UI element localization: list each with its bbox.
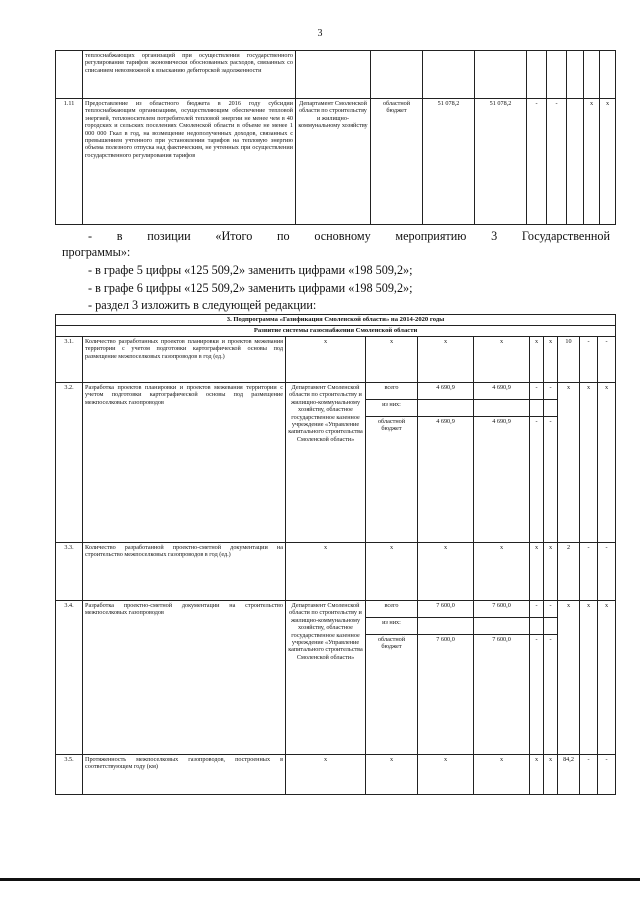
table-title-row: [56, 315, 616, 326]
x-cell: x: [418, 337, 474, 383]
row-number: 3.2.: [56, 383, 83, 543]
x-cell: x: [600, 99, 616, 225]
text-line: - в графе 6 цифры «125 509,2» заменить цифрами «198 509,2»;: [88, 281, 413, 295]
table-row: [56, 543, 616, 601]
x-cell: x: [530, 337, 544, 383]
x-cell: x: [530, 755, 544, 795]
row-number: 3.5.: [56, 755, 83, 795]
dash-cell: -: [598, 543, 616, 601]
row-number: 3.1.: [56, 337, 83, 383]
value-year: 4 690,9: [474, 383, 530, 400]
row-text: Количество разработанных проектов планировки и проектов межевания территории с учетом подготовки картографической основы под размещение межпоселковых газопроводов в год (ед.): [83, 337, 286, 383]
dash-cell: -: [530, 417, 544, 543]
dash-cell: -: [530, 635, 544, 755]
row-text: Разработка проектов планировки и проектов межевания территории с учетом подготовки картографической основы под размещение межпоселковых газопроводов: [83, 383, 286, 543]
x-cell: x: [474, 755, 530, 795]
table-subtitle-row: [56, 326, 616, 337]
value-total: 4 690,9: [418, 417, 474, 543]
table-row: [56, 601, 616, 618]
text-line: программы»:: [62, 245, 131, 259]
value-year: 51 078,2: [475, 99, 527, 225]
dash-cell: -: [530, 383, 544, 400]
value-total: 4 690,9: [418, 383, 474, 400]
value-year: 7 600,0: [474, 601, 530, 618]
x-cell: x: [580, 383, 598, 543]
x-cell: x: [286, 543, 366, 601]
x-cell: x: [530, 543, 544, 601]
x-cell: x: [544, 543, 558, 601]
dash-cell: -: [580, 337, 598, 383]
text-line: - раздел 3 изложить в следующей редакции:: [88, 298, 317, 312]
dash-cell: -: [580, 755, 598, 795]
text-line: - в позиции «Итого по основному мероприятию 3 Государственной: [88, 229, 610, 243]
executor: Департамент Смоленской области по строительству и жилищно-коммунальному хозяйству, областное государственное казенное учреждение «Управление капитального строительства Смоленской области»: [286, 383, 366, 543]
value-year: 7 600,0: [474, 635, 530, 755]
funding-source: из них:: [366, 400, 418, 417]
x-cell: x: [558, 601, 580, 755]
value-total: 7 600,0: [418, 635, 474, 755]
dash-cell: -: [547, 99, 567, 225]
x-cell: x: [598, 601, 616, 755]
x-cell: x: [580, 601, 598, 755]
dash-cell: -: [580, 543, 598, 601]
dash-cell: -: [544, 601, 558, 618]
row-text: Протяженность межпоселковых газопроводов, построенных в соответствующем году (км): [83, 755, 286, 795]
value-total: 7 600,0: [418, 601, 474, 618]
row-number: 1.11: [56, 99, 83, 225]
dash-cell: -: [527, 99, 547, 225]
x-cell: x: [598, 383, 616, 543]
table-row: [56, 383, 616, 400]
funding-source: областной бюджет: [366, 417, 418, 543]
x-cell: x: [286, 337, 366, 383]
row-text: теплоснабжающих организаций при осуществлении государственного регулирования тарифов экономически обоснованных расходов, связанных со списанием невозможной к взысканию дебиторской задолженности: [83, 51, 296, 99]
bottom-rule: [0, 878, 640, 881]
target-value: 10: [558, 337, 580, 383]
dash-cell: -: [598, 337, 616, 383]
funding-source: областной бюджет: [366, 635, 418, 755]
row-text: Предоставление из областного бюджета в 2016 году субсидии теплоснабжающим организациям, осуществляющим обеспечение тепловой энергией, теплоносителем потребителей тепловой энергии не менее чем в 40 городских и сельских поселениях Смоленской области в объеме не менее 1 000 000 Гкал в год, на возмещение недополученных доходов, связанных с превышением учтенного при установлении тарифов на тепловую энергию объема полезного отпуска над фактическим, не учтенных при осуществлении государственного регулирования тарифов: [83, 99, 296, 225]
x-cell: x: [366, 543, 418, 601]
x-cell: x: [558, 383, 580, 543]
table-row: [56, 99, 616, 225]
executor: Департамент Смоленской области по строительству и жилищно-коммунальному хозяйству: [296, 99, 371, 225]
row-text: Разработка проектно-сметной документации на строительство межпоселковых газопроводов: [83, 601, 286, 755]
target-value: 2: [558, 543, 580, 601]
x-cell: x: [418, 543, 474, 601]
dash-cell: -: [544, 417, 558, 543]
x-cell: x: [544, 337, 558, 383]
funding-source: областной бюджет: [371, 99, 423, 225]
value-year: 4 690,9: [474, 417, 530, 543]
page-number: 3: [317, 28, 323, 39]
table-row: [56, 755, 616, 795]
executor: Департамент Смоленской области по строительству и жилищно-коммунальному хозяйству, областное государственное казенное учреждение «Управление капитального строительства Смоленской области»: [286, 601, 366, 755]
x-cell: x: [474, 337, 530, 383]
table-row: [56, 51, 616, 99]
dash-cell: -: [598, 755, 616, 795]
x-cell: x: [544, 755, 558, 795]
table-title: 3. Подпрограмма «Газификация Смоленской области» на 2014-2020 годы: [56, 315, 616, 326]
row-number: 3.4.: [56, 601, 83, 755]
top-table: [55, 50, 616, 225]
funding-source: из них:: [366, 618, 418, 635]
row-text: Количество разработанной проектно-сметной документации на строительство межпоселковых газопроводов в год (ед.): [83, 543, 286, 601]
dash-cell: -: [544, 383, 558, 400]
x-cell: x: [418, 755, 474, 795]
dash-cell: -: [530, 601, 544, 618]
table-subtitle: Развитие системы газоснабжения Смоленской области: [56, 326, 616, 337]
x-cell: x: [584, 99, 600, 225]
table-row: [56, 337, 616, 383]
text-line: - в графе 5 цифры «125 509,2» заменить цифрами «198 509,2»;: [88, 263, 413, 277]
main-table: [55, 314, 616, 795]
x-cell: x: [286, 755, 366, 795]
x-cell: x: [366, 755, 418, 795]
target-value: 84,2: [558, 755, 580, 795]
funding-source: всего: [366, 383, 418, 400]
x-cell: x: [366, 337, 418, 383]
funding-source: всего: [366, 601, 418, 618]
dash-cell: -: [544, 635, 558, 755]
row-number: 3.3.: [56, 543, 83, 601]
x-cell: x: [474, 543, 530, 601]
value-total: 51 078,2: [423, 99, 475, 225]
